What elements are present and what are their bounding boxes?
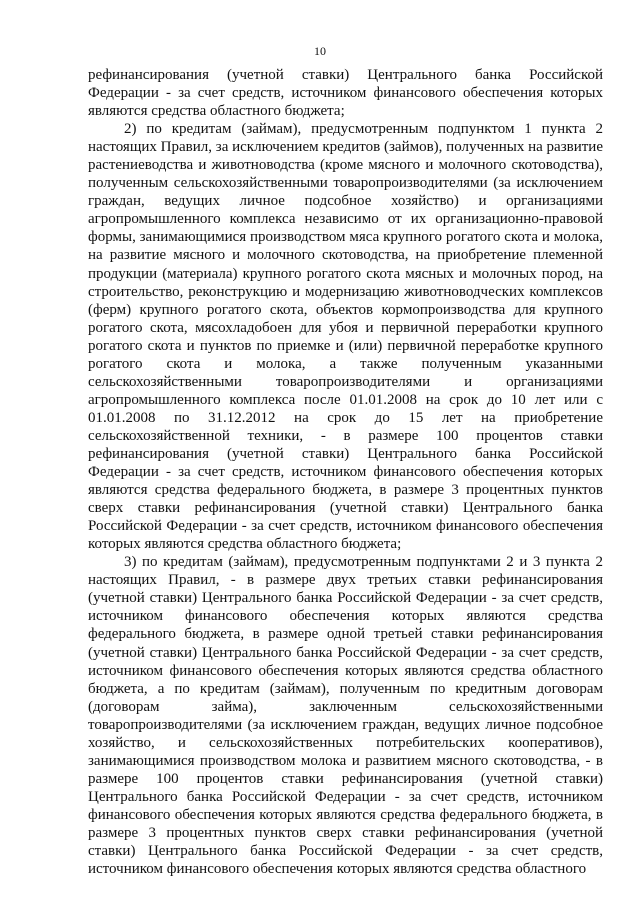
page-number: 10 xyxy=(314,44,326,58)
paragraph-continuation: рефинансирования (учетной ставки) Центрального банка Российской Федерации - за счет средств, источником финансового обеспечения которых являются средства областного бюджета; xyxy=(88,67,603,120)
paragraph-item-2: 2) по кредитам (займам), предусмотренным подпунктом 1 пункта 2 настоящих Правил, за исключением кредитов (займов), полученных на развитие растениеводства и животноводства (кроме мясного и молочного скотоводства), полученным сельскохозяйственными товаропроизводителями (за исключением граждан, ведущих личное подсобное хозяйство) и организациями агропромышленного комплекса независимо от их организационно-правовой формы, занимающимися производством мяса крупного рогатого скота и молока, на развитие мясного и молочного скотоводства, на приобретение племенной продукции (материала) крупного рогатого скота мясных и молочных пород, на строительство, реконструкцию и модернизацию животноводческих комплексов (ферм) крупного рогатого скота, объектов кормопроизводства для крупного рогатого скота, мясохладобоен для убоя и первичной переработки крупного рогатого скота и пунктов по приемке и (или) первичной переработке крупного рогатого скота и молока, а также полученным указанными сельскохозяйственными товаропроизводителями и организациями агропромышленного комплекса после 01.01.2008 на срок до 10 лет или с 01.01.2008 по 31.12.2012 на срок до 15 лет на приобретение сельскохозяйственной техники, - в размере 100 процентов ставки рефинансирования (учетной ставки) Центрального банка Российской Федерации - за счет средств, источником финансового обеспечения которых являются средства федерального бюджета, в размере 3 процентных пунктов сверх ставки рефинансирования (учетной ставки) Центрального банка Российской Федерации - за счет средств, источником финансового обеспечения которых являются средства областного бюджета; xyxy=(88,121,603,553)
document-body xyxy=(88,66,603,878)
paragraph-item-3: 3) по кредитам (займам), предусмотренным подпунктами 2 и 3 пункта 2 настоящих Правил, - в размере двух третьих ставки рефинансирования (учетной ставки) Центрального банка Российской Федерации - за счет средств, источником финансового обеспечения которых являются средства федерального бюджета, в размере одной третьей ставки рефинансирования (учетной ставки) Центрального банка Российской Федерации - за счет средств, источником финансового обеспечения которых являются средства областного бюджета, а по кредитам (займам), полученным по кредитным договорам (договорам займа), заключенным сельскохозяйственными товаропроизводителями (за исключением граждан, ведущих личное подсобное хозяйство, и сельскохозяйственных потребительских кооперативов), занимающимися производством молока и развитием мясного скотоводства, - в размере 100 процентов ставки рефинансирования (учетной ставки) Центрального банка Российской Федерации - за счет средств, источником финансового обеспечения которых являются средства федерального бюджета, в размере 3 процентных пунктов сверх ставки рефинансирования (учетной ставки) Центрального банка Российской Федерации - за счет средств, источником финансового обеспечения которых являются средства областного xyxy=(88,554,603,878)
